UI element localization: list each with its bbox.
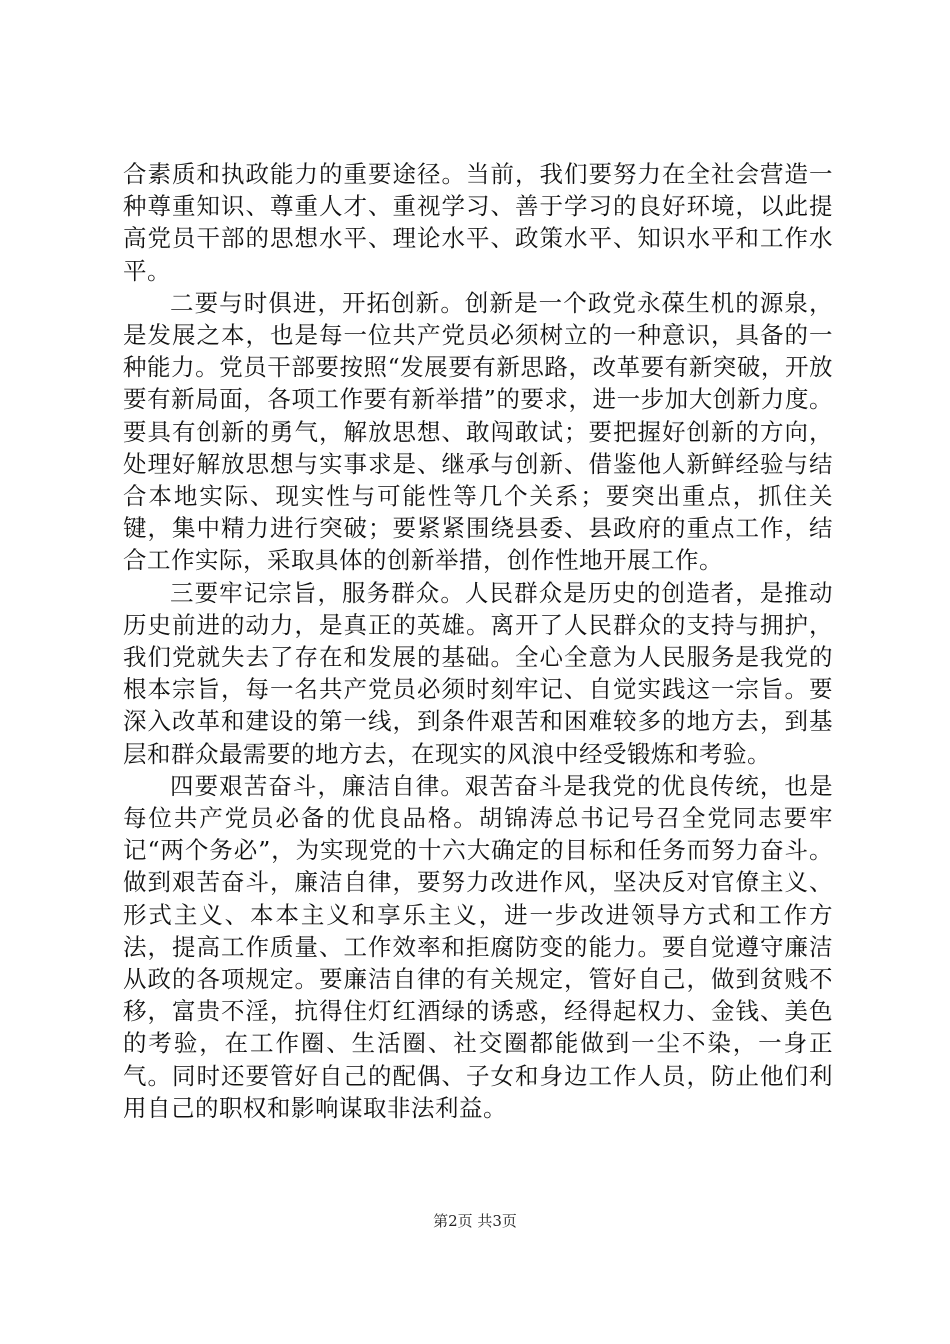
page-footer bbox=[0, 1211, 950, 1231]
document-body bbox=[123, 158, 833, 1124]
page-number-indicator: 第2页 共3页 bbox=[433, 1212, 517, 1230]
paragraph-3: 三要牢记宗旨，服务群众。人民群众是历史的创造者，是推动历史前进的动力，是真正的英雄。离开了人民群众的支持与拥护，我们党就失去了存在和发展的基础。全心全意为人民服务是我党的根本宗旨，每一名共产党员必须时刻牢记、自觉实践这一宗旨。要深入改革和建设的第一线，到条件艰苦和困难较多的地方去，到基层和群众最需要的地方去，在现实的风浪中经受锻炼和考验。 bbox=[123, 578, 833, 768]
paragraph-1: 合素质和执政能力的重要途径。当前，我们要努力在全社会营造一种尊重知识、尊重人才、重视学习、善于学习的良好环境，以此提高党员干部的思想水平、理论水平、政策水平、知识水平和工作水平。 bbox=[123, 160, 833, 285]
paragraph-4: 四要艰苦奋斗，廉洁自律。艰苦奋斗是我党的优良传统，也是每位共产党员必备的优良品格。胡锦涛总书记号召全党同志要牢记“两个务必”，为实现党的十六大确定的目标和任务而努力奋斗。做到艰苦奋斗，廉洁自律，要努力改进作风，坚决反对官僚主义、形式主义、本本主义和享乐主义，进一步改进领导方式和工作方法，提高工作质量、工作效率和拒腐防变的能力。要自觉遵守廉洁从政的各项规定。要廉洁自律的有关规定，管好自己，做到贫贱不移，富贵不淫，抗得住灯红酒绿的诱惑，经得起权力、金钱、美色的考验，在工作圈、生活圈、社交圈都能做到一尘不染，一身正气。同时还要管好自己的配偶、子女和身边工作人员，防止他们利用自己的职权和影响谋取非法利益。 bbox=[123, 771, 833, 1122]
paragraph-2: 二要与时俱进，开拓创新。创新是一个政党永葆生机的源泉，是发展之本，也是每一位共产党员必须树立的一种意识，具备的一种能力。党员干部要按照“发展要有新思路，改革要有新突破，开放要有新局面，各项工作要有新举措”的要求，进一步加大创新力度。要具有创新的勇气，解放思想、敢闯敢试；要把握好创新的方向，处理好解放思想与实事求是、继承与创新、借鉴他人新鲜经验与结合本地实际、现实性与可能性等几个关系；要突出重点，抓住关键，集中精力进行突破；要紧紧围绕县委、县政府的重点工作，结合工作实际，采取具体的创新举措，创作性地开展工作。 bbox=[123, 288, 833, 575]
